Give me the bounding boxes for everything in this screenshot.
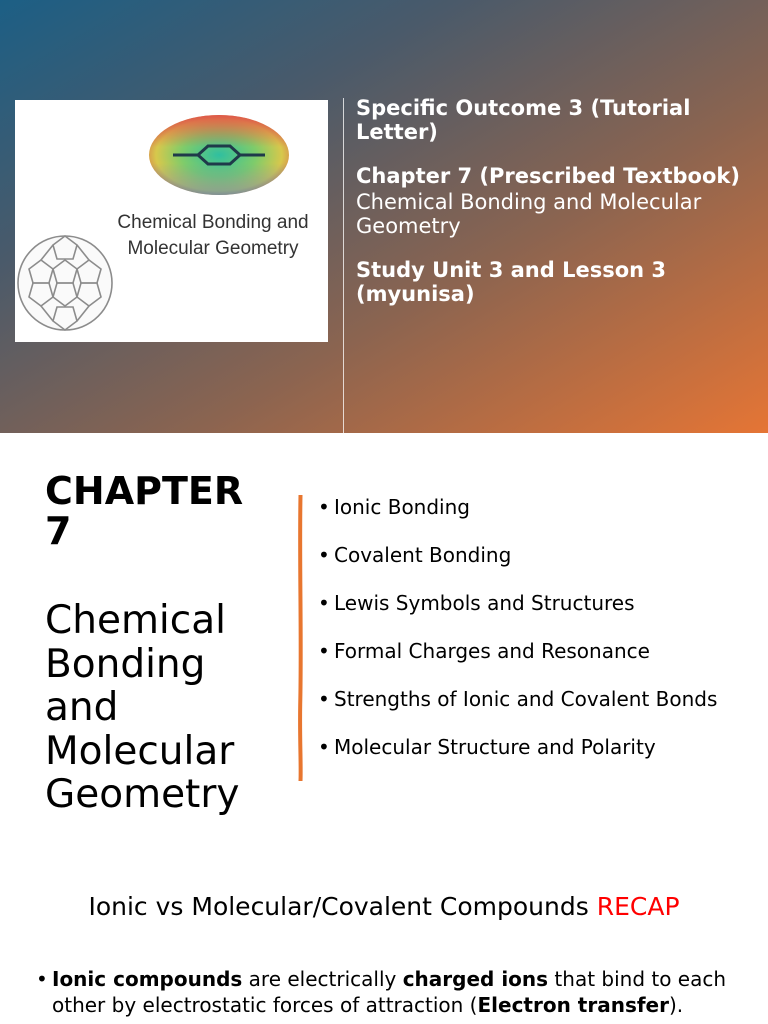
paragraph-text: are electrically bbox=[242, 967, 403, 991]
paragraph-text: that bind to each other by electrostatic forces of attraction ( bbox=[52, 967, 727, 1017]
topic-item: • Formal Charges and Resonance bbox=[318, 631, 758, 672]
cover-image-caption: Chemical Bonding and Molecular Geometry bbox=[117, 212, 309, 259]
reference-heading: Chapter 7 (Prescribed Textbook) bbox=[356, 164, 740, 188]
chapter-overview-slide bbox=[0, 433, 768, 860]
recap-title bbox=[0, 890, 768, 924]
recap-paragraph bbox=[52, 966, 756, 1018]
topic-item: • Strengths of Ionic and Covalent Bonds bbox=[318, 679, 758, 720]
topic-item: • Lewis Symbols and Structures bbox=[318, 583, 758, 624]
recap-title-text: Ionic vs Molecular/Covalent Compounds bbox=[88, 892, 589, 921]
reference-heading: Specific Outcome 3 (Tutorial Letter) bbox=[356, 96, 691, 144]
topic-item: • Covalent Bonding bbox=[318, 535, 758, 576]
reference-block-chapter bbox=[356, 164, 761, 238]
term-charged-ions: charged ions bbox=[402, 967, 549, 991]
topic-item: • Molecular Structure and Polarity bbox=[318, 727, 758, 768]
recap-bullet bbox=[36, 966, 756, 1018]
chapter-number: CHAPTER 7 bbox=[45, 469, 244, 553]
bullet-marker: • bbox=[36, 967, 48, 991]
reference-detail: Chemical Bonding and Molecular Geometry bbox=[356, 190, 702, 238]
recap-slide bbox=[0, 860, 768, 1024]
chapter-title: Chemical Bonding and Molecular Geometry bbox=[45, 598, 240, 817]
title-slide bbox=[0, 0, 768, 433]
reference-block-study-unit bbox=[356, 258, 761, 306]
paragraph-text: ). bbox=[668, 993, 684, 1017]
topic-item: • Ionic Bonding bbox=[318, 487, 758, 528]
term-ionic-compounds: Ionic compounds bbox=[52, 967, 243, 991]
term-electron-transfer: Electron transfer bbox=[477, 993, 669, 1017]
reference-heading: Study Unit 3 and Lesson 3 (myunisa) bbox=[356, 258, 667, 306]
topic-list bbox=[318, 487, 758, 775]
course-references bbox=[356, 96, 761, 326]
potential-surface-shading bbox=[149, 115, 289, 195]
buckyball-icon bbox=[18, 236, 112, 330]
reference-block-outcome bbox=[356, 96, 761, 144]
vertical-divider bbox=[343, 98, 344, 433]
recap-highlight: RECAP bbox=[596, 892, 680, 921]
chapter-cover-image bbox=[15, 100, 328, 342]
accent-bar bbox=[298, 495, 303, 781]
